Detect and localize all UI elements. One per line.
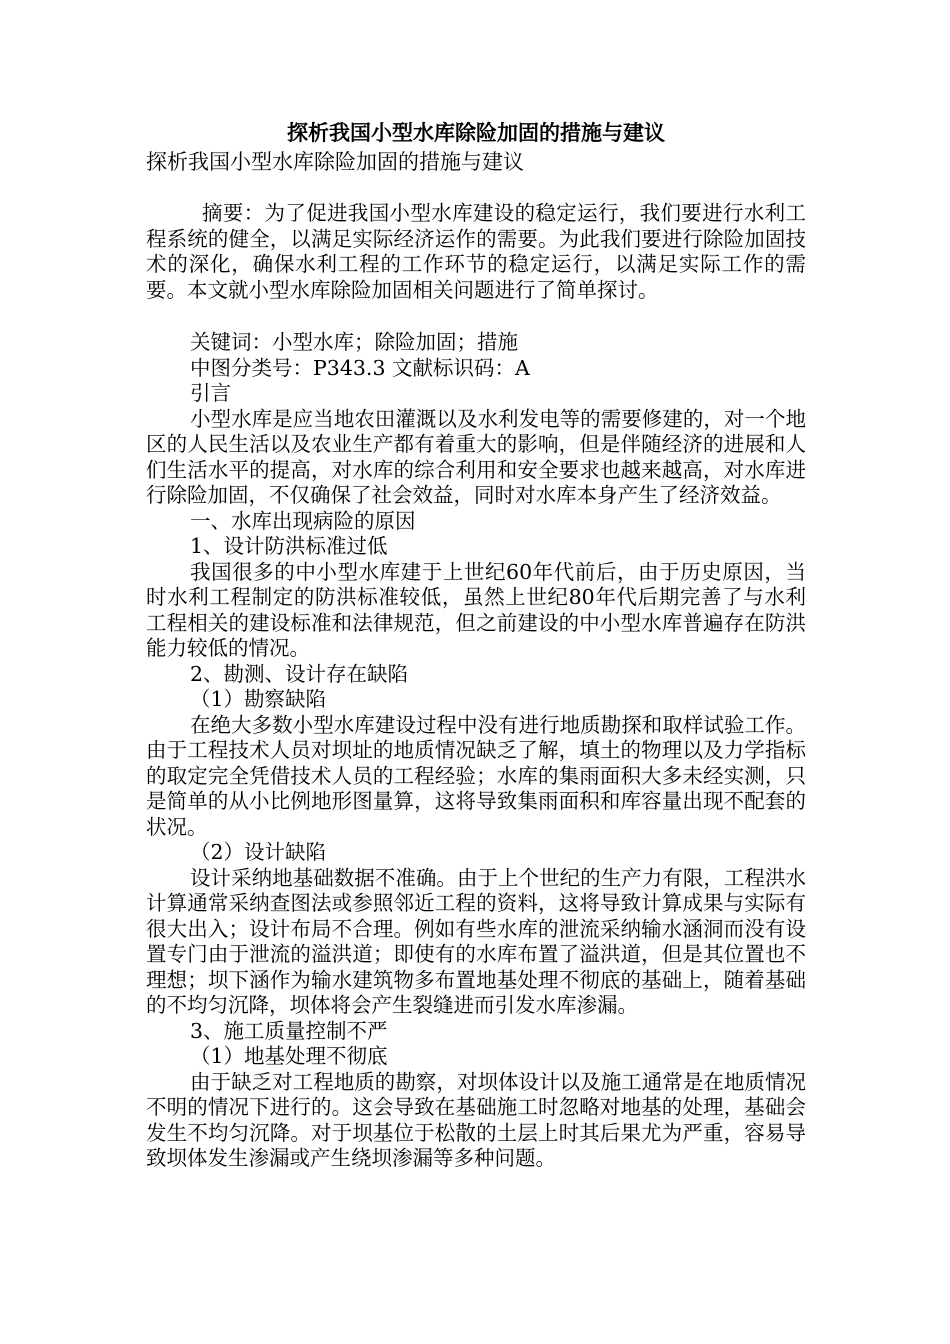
spacer (146, 303, 806, 330)
section-1-1-heading: 1、设计防洪标准过低 (190, 534, 388, 558)
section-1-heading: 一、水库出现病险的原因 (190, 508, 416, 533)
section-1-2-2-heading: （2）设计缺陷 (190, 840, 327, 864)
section-1-3-1-heading: （1）地基处理不彻底 (190, 1044, 388, 1068)
spacer (146, 176, 806, 201)
section-1-3-heading: 3、施工质量控制不严 (190, 1018, 388, 1043)
document-title: 探析我国小型水库除险加固的措施与建议 (287, 120, 665, 145)
keywords-line: 关键词：小型水库；除险加固；措施 (190, 330, 518, 354)
classification-line: 中图分类号：P343.3 文献标识码：A (190, 355, 530, 380)
section-1-3-1-paragraph: 由于缺乏对工程地质的勘察，对坝体设计以及施工通常是在地质情况不明的情况下进行的。这会导致在基础施工时忽略对地基的处理，基础会发生不均匀沉降。对于坝基位于松散的土层上时其后果尤为严重，容易导致坝体发生渗漏或产生绕坝渗漏等多种问题。 (146, 1069, 806, 1170)
section-1-2-1-paragraph: 在绝大多数小型水库建设过程中没有进行地质勘探和取样试验工作。由于工程技术人员对坝址的地质情况缺乏了解，填土的物理以及力学指标的取定完全凭借技术人员的工程经验；水库的集雨面积大多未经实测，只是简单的从小比例地形图量算，这将导致集雨面积和库容量出现不配套的状况。 (146, 712, 806, 839)
section-1-1-paragraph: 我国很多的中小型水库建于上世纪60年代前后，由于历史原因，当时水利工程制定的防洪标准较低，虽然上世纪80年代后期完善了与水利工程相关的建设标准和法律规范，但之前建设的中小型水库普遍存在防洪能力较低的情况。 (146, 559, 806, 660)
section-1-2-heading: 2、勘测、设计存在缺陷 (190, 661, 409, 686)
section-1-2-1-heading: （1）勘察缺陷 (190, 687, 327, 711)
document-body (146, 118, 806, 1172)
abstract-paragraph: 摘要：为了促进我国小型水库建设的稳定运行，我们要进行水利工程系统的健全，以满足实际经济运作的需要。为此我们要进行除险加固技术的深化，确保水利工程的工作环节的稳定运行，以满足实际工作的需要。本文就小型水库除险加固相关问题进行了简单探讨。 (146, 201, 806, 302)
section-1-2-2-paragraph: 设计采纳地基础数据不准确。由于上个世纪的生产力有限，工程洪水计算通常采纳查图法或参照邻近工程的资料，这将导致计算成果与实际有很大出入；设计布局不合理。例如有些水库的泄流采纳输水涵洞而没有设置专门由于泄流的溢洪道；即使有的水库布置了溢洪道，但是其位置也不理想；坝下涵作为输水建筑物多布置地基处理不彻底的基础上，随着基础的不均匀沉降，坝体将会产生裂缝进而引发水库渗漏。 (146, 865, 806, 1017)
intro-heading: 引言 (190, 381, 231, 405)
intro-paragraph: 小型水库是应当地农田灌溉以及水利发电等的需要修建的，对一个地区的人民生活以及农业生产都有着重大的影响，但是伴随经济的进展和人们生活水平的提高，对水库的综合利用和安全要求也越来越高，对水库进行除险加固，不仅确保了社会效益，同时对水库本身产生了经济效益。 (146, 406, 806, 507)
document-subtitle: 探析我国小型水库除险加固的措施与建议 (146, 150, 524, 174)
